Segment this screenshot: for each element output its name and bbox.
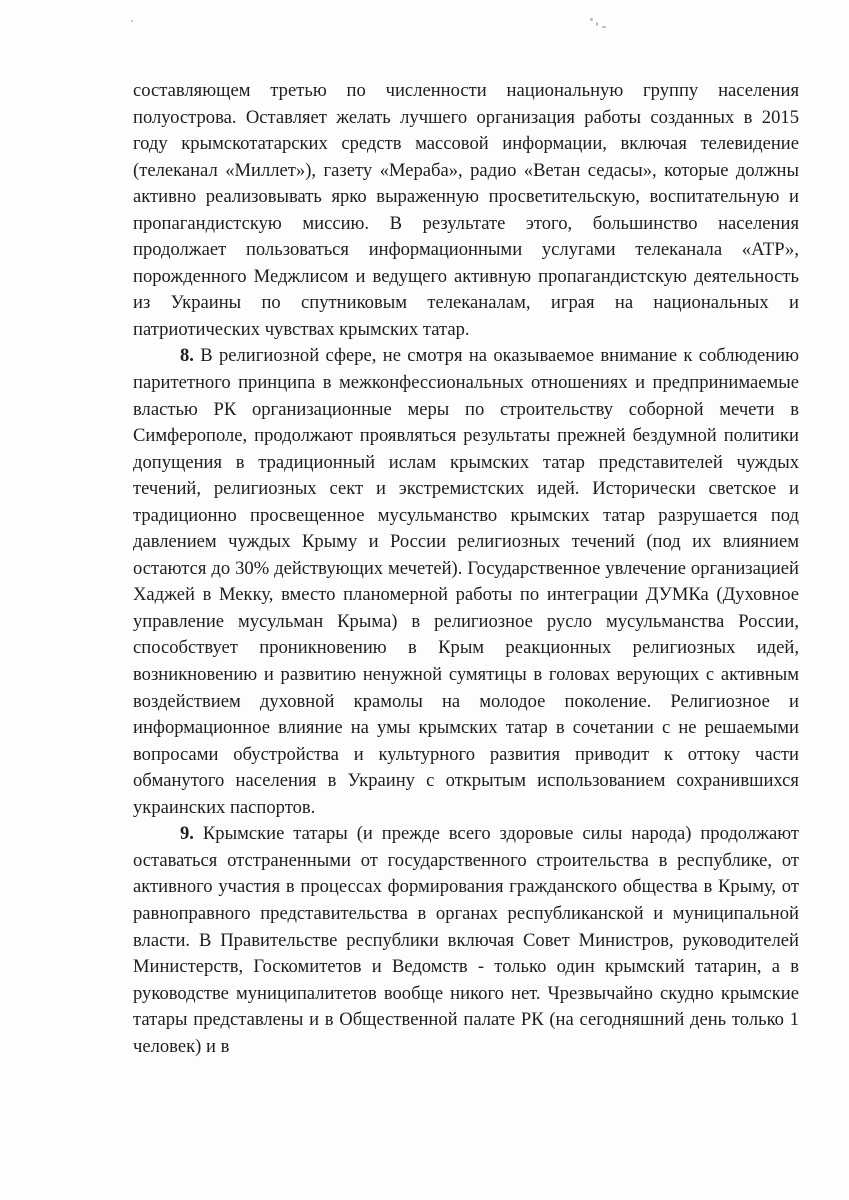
paragraph-text: составляющем третью по численности национальную группу населения полуострова. Оставляет желать лучшего организация работы созданных в 2015 году крымскотатарских средств массовой информации, включая телевидение (телеканал «Миллет»), газету «Мераба», радио «Ветан седасы», которые должны активно реализовывать ярко выраженную просветительскую, воспитательную и пропагандистскую миссию. В результате этого, большинство населения продолжает пользоваться информационными услугами телеканала «АТР», порожденного Меджлисом и ведущего активную пропагандистскую деятельность из Украины по спутниковым телеканалам, играя на национальных и патриотических чувствах крымских татар. — [133, 80, 799, 340]
paragraph-9 — [133, 821, 799, 1060]
paragraph-text: Крымские татары (и прежде всего здоровые силы народа) продолжают оставаться отстраненными от государственного строительства в республике, от активного участия в процессах формирования гражданского общества в Крыму, от равноправного представительства в органах республиканской и муниципальной власти. В Правительстве республики включая Совет Министров, руководителей Министерств, Госкомитетов и Ведомств - только один крымский татарин, а в руководстве муниципалитетов вообще никого нет. Чрезвычайно скудно крымские татары представлены и в Общественной палате РК (на сегодняшний день только 1 человек) и в — [133, 823, 800, 1057]
paragraph-number: 8. — [180, 345, 194, 367]
paragraph-text: В религиозной сфере, не смотря на оказываемое внимание к соблюдению паритетного принципа в межконфессиональных отношениях и предпринимаемые властью РК организационные меры по строительству соборной мечети в Симферополе, продолжают проявляться результаты прежней бездумной политики допущения в традиционный ислам крымских татар представителей чуждых течений, религиозных сект и экстремистских идей. Исторически светское и традиционно просвещенное мусульманство крымских татар разрушается под давлением чуждых Крыму и России религиозных течений (под их влиянием остаются до 30% действующих мечетей). Государственное увлечение организацией Хаджей в Мекку, вместо планомерной работы по интеграции ДУМКа (Духовное управление мусульман Крыма) в религиозное русло мусульманства России, способствует проникновению в Крым реакционных религиозных идей, возникновению и развитию ненужной сумятицы в головах верующих с активным воздействием духовной крамолы на молодое поколение. Религиозное и информационное влияние на умы крымских татар в сочетании с не решаемыми вопросами обустройства и культурного развития приводит к оттоку части обманутого населения в Украину с открытым использованием сохранившихся украинских паспортов. — [133, 345, 799, 818]
scan-speck — [602, 26, 606, 28]
scan-speck — [590, 18, 593, 21]
paragraph — [133, 78, 799, 343]
document-body — [133, 78, 799, 1060]
paragraph-8 — [133, 343, 799, 821]
scan-speck — [596, 22, 598, 26]
paragraph-number: 9. — [180, 823, 194, 845]
scan-speck — [131, 20, 133, 22]
